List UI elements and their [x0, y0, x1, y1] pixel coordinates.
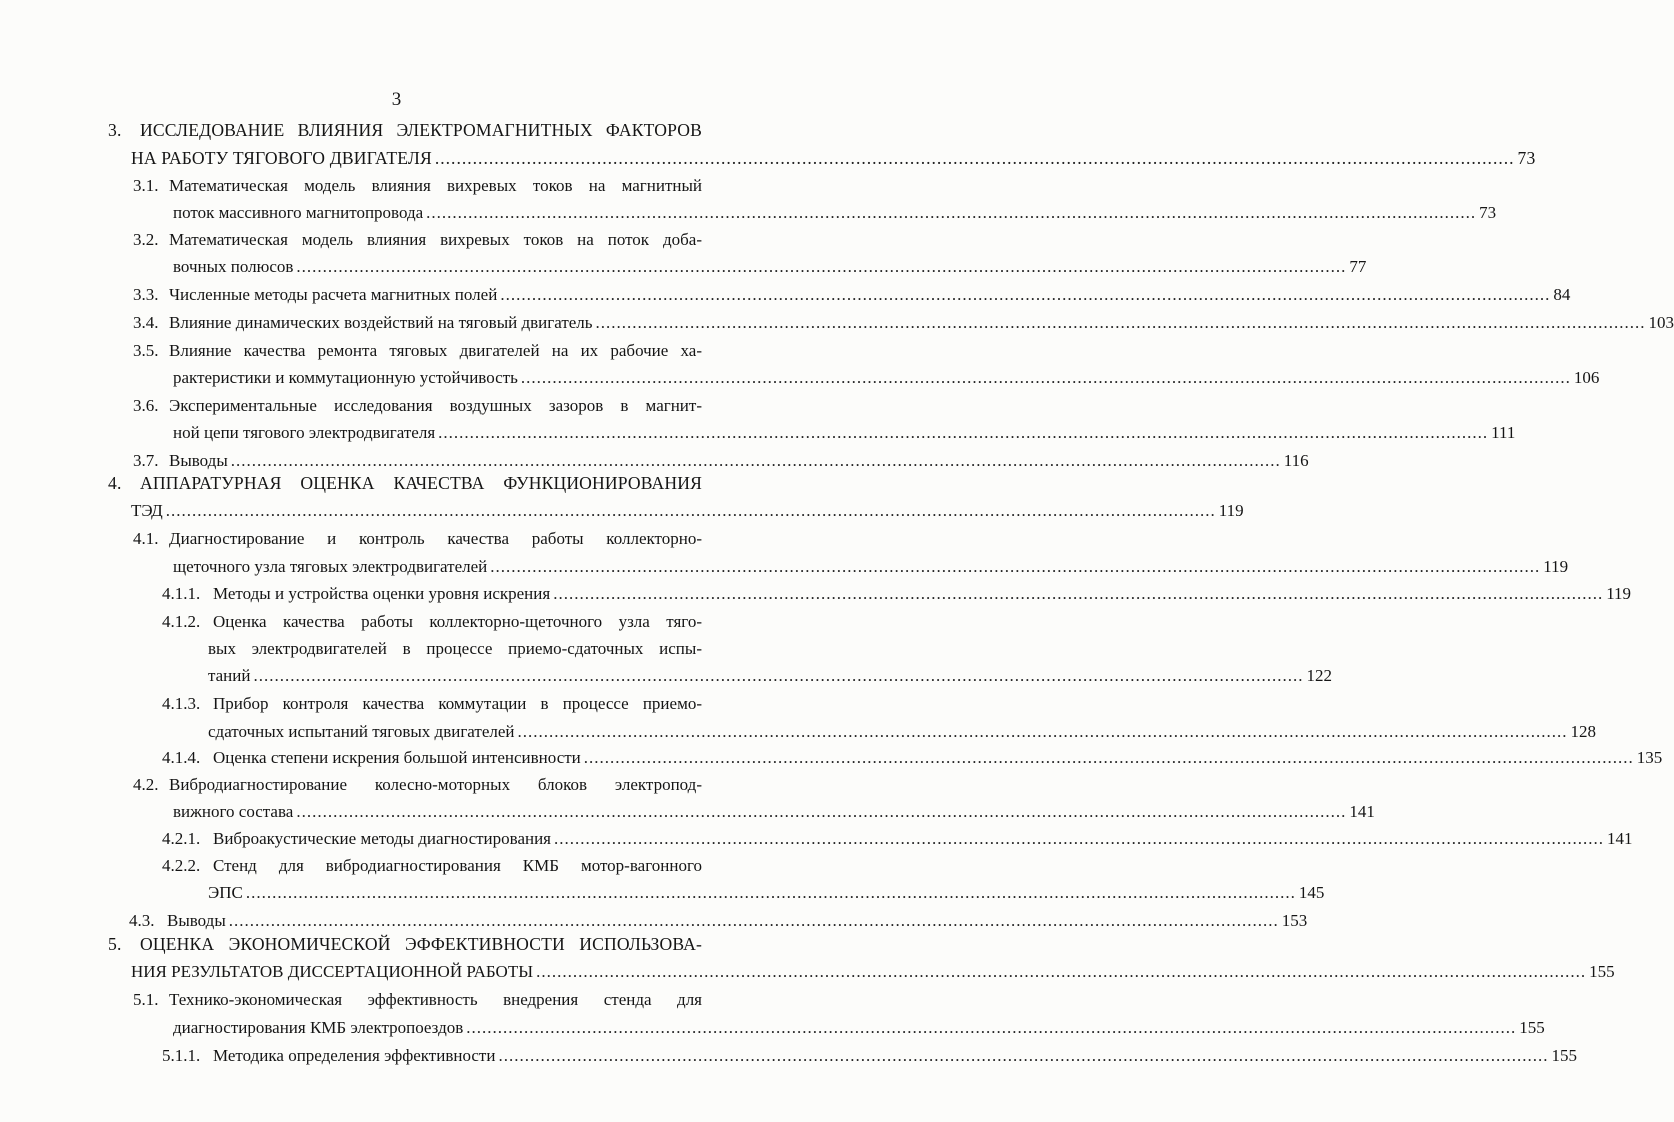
- dot-leader: ........................................................................................................................................................................................................: [517, 722, 1568, 741]
- dot-leader: ........................................................................................................................................................................................................: [583, 748, 1634, 767]
- dot-leader: ........................................................................................................................................................................................................: [553, 584, 1604, 603]
- section-title: сдаточных испытаний тяговых двигателей: [208, 722, 515, 741]
- page-reference: 145: [1298, 883, 1325, 902]
- page-reference: 73: [1517, 148, 1536, 168]
- section-title: Прибор контроля качества коммутации в процессе приемо-: [213, 694, 702, 713]
- section-number: 3.4.: [133, 313, 159, 332]
- dot-leader: ........................................................................................................................................................................................................: [490, 557, 1541, 576]
- toc-line: [208, 637, 702, 661]
- page-reference: 111: [1491, 423, 1516, 442]
- toc-line: [208, 881, 1325, 905]
- section-title: Виброакустические методы диагностирования: [213, 829, 551, 848]
- toc-line: [173, 1016, 1545, 1040]
- dot-leader: ........................................................................................................................................................................................................: [426, 203, 1477, 222]
- page-reference: 119: [1606, 584, 1632, 603]
- section-title: Технико-экономическая эффективность внедрения стенда для: [169, 990, 702, 1009]
- section-title: Вибродиагностирование колесно-моторных блоков электропод-: [169, 775, 702, 794]
- page-reference: 153: [1281, 911, 1308, 930]
- dot-leader: ........................................................................................................................................................................................................: [230, 451, 1281, 470]
- section-number: 3.: [108, 120, 122, 140]
- page-reference: 135: [1636, 748, 1663, 767]
- section-number: 4.1.1.: [162, 584, 201, 603]
- page-reference: 116: [1283, 451, 1309, 470]
- page-reference: 155: [1551, 1046, 1577, 1065]
- section-title: НА РАБОТУ ТЯГОВОГО ДВИГАТЕЛЯ: [131, 148, 432, 168]
- section-number: 4.1.2.: [162, 612, 201, 631]
- section-title: вочных полюсов: [173, 257, 294, 276]
- section-title: Влияние качества ремонта тяговых двигателей на их рабочие ха-: [169, 341, 702, 360]
- section-title: Методы и устройства оценки уровня искрения: [213, 584, 551, 603]
- section-title: ОЦЕНКА ЭКОНОМИЧЕСКОЙ ЭФФЕКТИВНОСТИ ИСПОЛЬЗОВА-: [140, 934, 702, 954]
- dot-leader: ........................................................................................................................................................................................................: [554, 829, 1604, 848]
- toc-line: [162, 582, 1632, 606]
- page-reference: 122: [1306, 666, 1332, 685]
- section-title: Численные методы расчета магнитных полей: [169, 285, 498, 304]
- section-title: диагностирования КМБ электропоездов: [173, 1018, 464, 1037]
- toc-line: [131, 499, 1244, 523]
- page-reference: 141: [1607, 829, 1633, 848]
- section-title: ТЭД: [131, 501, 163, 520]
- dot-leader: ........................................................................................................................................................................................................: [228, 911, 1279, 930]
- toc-line: [162, 1044, 1577, 1068]
- section-number: 4.2.: [133, 775, 159, 794]
- section-title: Оценка степени искрения большой интенсивности: [213, 748, 581, 767]
- section-title: Стенд для вибродиагностирования КМБ мотор-вагонного: [213, 856, 702, 875]
- toc-line: [208, 720, 1596, 744]
- section-title: ЭПС: [208, 883, 243, 902]
- dot-leader: ........................................................................................................................................................................................................: [500, 285, 1551, 304]
- page-reference: 119: [1218, 501, 1244, 520]
- section-title: Экспериментальные исследования воздушных зазоров в магнит-: [169, 396, 702, 415]
- section-number: 3.1.: [133, 176, 159, 195]
- section-number: 4.: [108, 473, 122, 493]
- toc-line: [173, 201, 1497, 225]
- toc-line: [133, 339, 702, 363]
- dot-leader: ........................................................................................................................................................................................................: [520, 368, 1571, 387]
- toc-line: [108, 471, 702, 495]
- section-title: Диагностирование и контроль качества работы коллекторно-: [169, 529, 702, 548]
- toc-line: [133, 311, 1674, 335]
- toc-line: [133, 527, 702, 551]
- section-title: Оценка качества работы коллекторно-щеточного узла тяго-: [213, 612, 702, 631]
- section-number: 4.1.: [133, 529, 159, 548]
- toc-line: [173, 421, 1516, 445]
- dot-leader: ........................................................................................................................................................................................................: [466, 1018, 1517, 1037]
- page-reference: 155: [1589, 962, 1615, 981]
- toc-line: [133, 394, 702, 418]
- section-title: ИССЛЕДОВАНИЕ ВЛИЯНИЯ ЭЛЕКТРОМАГНИТНЫХ ФАКТОРОВ: [140, 120, 702, 140]
- section-number: 4.1.4.: [162, 748, 201, 767]
- section-number: 3.7.: [133, 451, 159, 470]
- toc-line: [133, 988, 702, 1012]
- toc-line: [162, 746, 1663, 770]
- section-title: Математическая модель влияния вихревых токов на магнитный: [169, 176, 702, 195]
- section-number: 4.3.: [129, 911, 155, 930]
- toc-line: [133, 283, 1571, 307]
- dot-leader: ........................................................................................................................................................................................................: [498, 1046, 1549, 1065]
- section-number: 5.1.: [133, 990, 159, 1009]
- toc-line: [133, 773, 702, 797]
- section-title: Методика определения эффективности: [213, 1046, 496, 1065]
- section-title: рактеристики и коммутационную устойчивость: [173, 368, 518, 387]
- dot-leader: ........................................................................................................................................................................................................: [245, 883, 1296, 902]
- dot-leader: ........................................................................................................................................................................................................: [434, 148, 1515, 168]
- section-title: вижного состава: [173, 802, 294, 821]
- toc-line: [162, 827, 1633, 851]
- section-number: 4.2.2.: [162, 856, 201, 875]
- page-reference: 73: [1479, 203, 1497, 222]
- dot-leader: ........................................................................................................................................................................................................: [536, 962, 1587, 981]
- section-number: 4.2.1.: [162, 829, 201, 848]
- page-number: 3: [391, 89, 402, 110]
- section-title: Влияние динамических воздействий на тяговый двигатель: [169, 313, 593, 332]
- page-reference: 77: [1349, 257, 1367, 276]
- section-number: 4.1.3.: [162, 694, 201, 713]
- toc-line: [173, 800, 1375, 824]
- section-number: 3.3.: [133, 285, 159, 304]
- section-title: щеточного узла тяговых электродвигателей: [173, 557, 488, 576]
- toc-line: [208, 664, 1332, 688]
- dot-leader: ........................................................................................................................................................................................................: [253, 666, 1304, 685]
- section-number: 3.6.: [133, 396, 159, 415]
- page-reference: 128: [1570, 722, 1596, 741]
- section-title: таний: [208, 666, 251, 685]
- dot-leader: ........................................................................................................................................................................................................: [595, 313, 1646, 332]
- toc-line: [162, 854, 702, 878]
- page-reference: 103: [1648, 313, 1674, 332]
- dot-leader: ........................................................................................................................................................................................................: [165, 501, 1216, 520]
- section-title: Выводы: [167, 911, 226, 930]
- toc-line: [133, 174, 702, 198]
- section-title: НИЯ РЕЗУЛЬТАТОВ ДИССЕРТАЦИОННОЙ РАБОТЫ: [131, 962, 534, 981]
- section-title: Математическая модель влияния вихревых токов на поток доба-: [169, 230, 702, 249]
- toc-line: [173, 555, 1569, 579]
- section-number: 5.1.1.: [162, 1046, 201, 1065]
- dot-leader: ........................................................................................................................................................................................................: [296, 257, 1347, 276]
- toc-line: [173, 366, 1600, 390]
- toc-line: [173, 255, 1367, 279]
- section-title: Выводы: [169, 451, 228, 470]
- toc-line: [162, 610, 702, 634]
- toc-line: [108, 118, 702, 142]
- toc-line: [108, 932, 702, 956]
- toc-line: [129, 909, 1308, 933]
- section-number: 3.5.: [133, 341, 159, 360]
- page-reference: 84: [1553, 285, 1571, 304]
- toc-line: [131, 960, 1615, 984]
- section-title: АППАРАТУРНАЯ ОЦЕНКА КАЧЕСТВА ФУНКЦИОНИРОВАНИЯ: [140, 473, 702, 493]
- section-title: поток массивного магнитопровода: [173, 203, 424, 222]
- page-reference: 141: [1349, 802, 1375, 821]
- dot-leader: ........................................................................................................................................................................................................: [438, 423, 1489, 442]
- page-reference: 106: [1573, 368, 1600, 387]
- page-reference: 155: [1519, 1018, 1545, 1037]
- section-title: ной цепи тягового электродвигателя: [173, 423, 436, 442]
- toc-line: [131, 146, 1536, 170]
- section-title: вых электродвигателей в процессе приемо-сдаточных испы-: [208, 639, 702, 658]
- toc-line: [162, 692, 702, 716]
- toc-line: [133, 449, 1309, 473]
- page-reference: 119: [1543, 557, 1569, 576]
- toc-line: [133, 228, 702, 252]
- dot-leader: ........................................................................................................................................................................................................: [296, 802, 1347, 821]
- section-number: 5.: [108, 934, 122, 954]
- section-number: 3.2.: [133, 230, 159, 249]
